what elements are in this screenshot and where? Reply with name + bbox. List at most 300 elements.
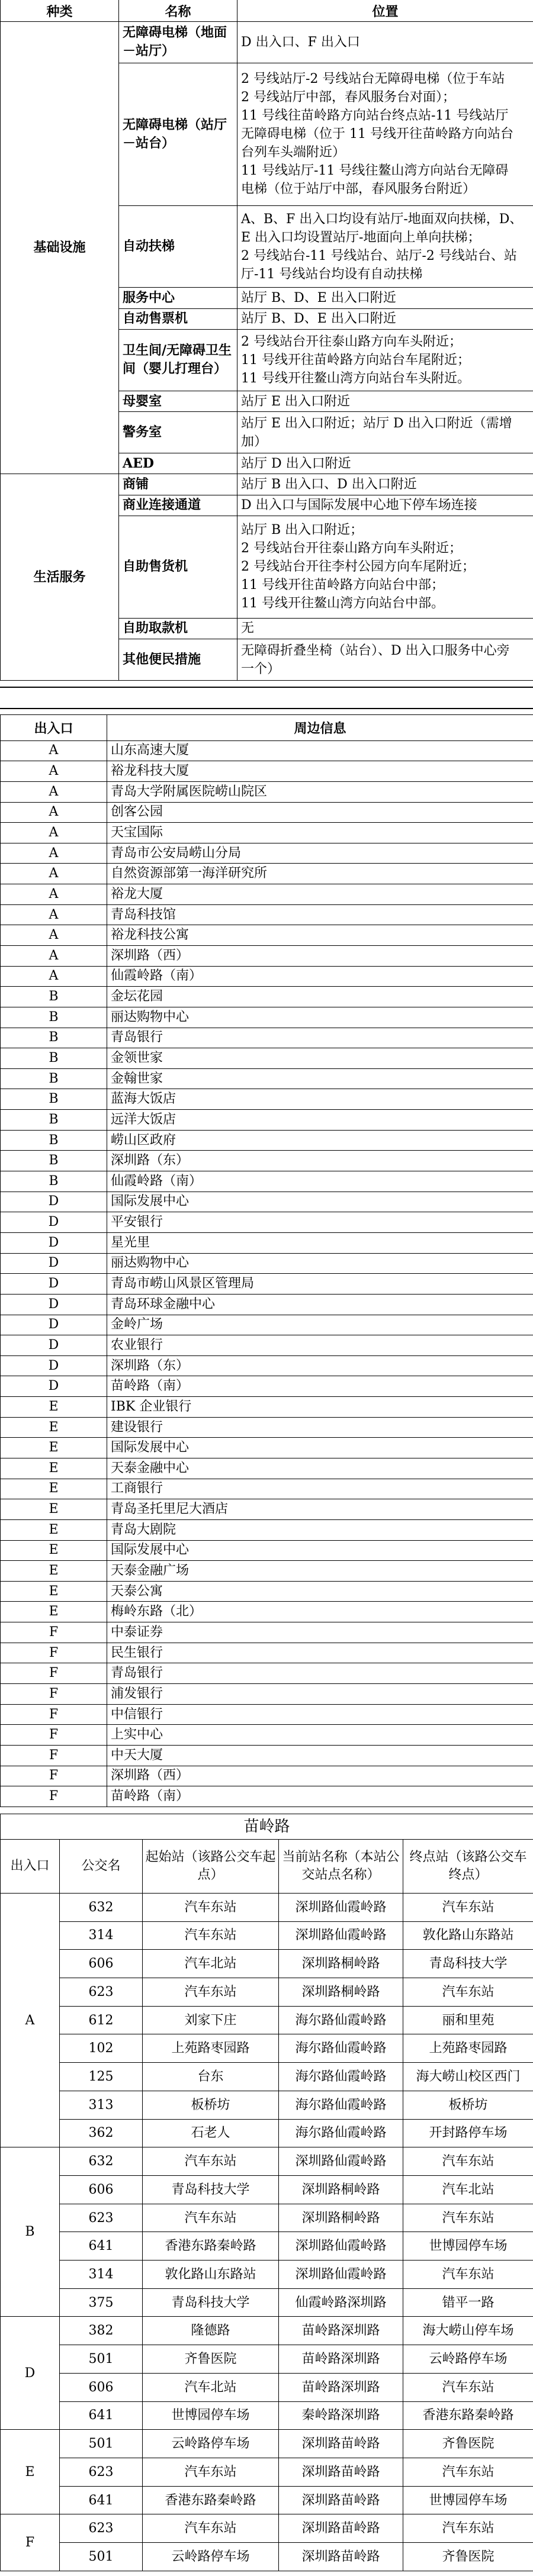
bus-row bbox=[1, 2288, 533, 2317]
facility-name: 自助售货机 bbox=[119, 516, 237, 619]
exit-letter: A bbox=[1, 740, 107, 761]
nearby-place: 丽达购物中心 bbox=[107, 1253, 533, 1274]
exit-letter: A bbox=[1, 781, 107, 802]
exit-letter: A bbox=[1, 904, 107, 925]
current-stop: 深圳路仙霞岭路 bbox=[279, 1893, 403, 1921]
location-line: D 出入口与国际发展中心地下停车场连接 bbox=[241, 498, 477, 513]
facility-name: 无障碍电梯（地面－站厅） bbox=[119, 22, 237, 63]
exit-row bbox=[1, 945, 533, 966]
column-header: 周边信息 bbox=[107, 715, 533, 741]
exit-letter: E bbox=[1, 1581, 107, 1602]
current-stop: 深圳路仙霞岭路 bbox=[279, 1921, 403, 1950]
nearby-place: 平安银行 bbox=[107, 1212, 533, 1233]
facilities-body bbox=[1, 0, 533, 681]
bus-number: 501 bbox=[60, 2345, 143, 2374]
exit-row bbox=[1, 1417, 533, 1438]
facility-location bbox=[237, 474, 533, 495]
exit-letter: E bbox=[1, 1458, 107, 1479]
bus-number: 362 bbox=[60, 2119, 143, 2147]
nearby-place: 仙霞岭路（南） bbox=[107, 1171, 533, 1192]
exit-letter: E bbox=[1, 1479, 107, 1499]
bus-number: 313 bbox=[60, 2091, 143, 2119]
location-line: 站厅 B 出入口、D 出入口附近 bbox=[241, 477, 417, 492]
exit-letter: F bbox=[1, 1684, 107, 1705]
section-divider bbox=[0, 687, 533, 688]
exit-row bbox=[1, 823, 533, 843]
bus-row bbox=[1, 2430, 533, 2458]
exit-letter: E bbox=[1, 1397, 107, 1418]
terminal-stop: 丽和里苑 bbox=[403, 2006, 533, 2034]
location-line: 2 号线站台开往泰山路方向车头附近； bbox=[241, 334, 462, 349]
bus-number: 612 bbox=[60, 2006, 143, 2034]
bus-row bbox=[1, 2175, 533, 2204]
column-header: 名称 bbox=[119, 0, 237, 22]
exit-row bbox=[1, 1376, 533, 1397]
terminal-stop: 汽车东站 bbox=[403, 2147, 533, 2176]
current-stop: 海尔路仙霞岭路 bbox=[279, 2063, 403, 2091]
facility-name: 自动售票机 bbox=[119, 308, 237, 329]
origin-stop: 青岛科技大学 bbox=[143, 2175, 279, 2204]
origin-stop: 香港东路秦岭路 bbox=[143, 2232, 279, 2261]
nearby-place: 建设银行 bbox=[107, 1417, 533, 1438]
exit-letter: F bbox=[1, 1745, 107, 1766]
terminal-stop: 齐鲁医院 bbox=[403, 2430, 533, 2458]
bus-number: 102 bbox=[60, 2034, 143, 2063]
nearby-place: 青岛银行 bbox=[107, 1028, 533, 1048]
exit-row bbox=[1, 781, 533, 802]
bus-row bbox=[1, 2119, 533, 2147]
bus-number: 623 bbox=[60, 2514, 143, 2543]
nearby-place: 裕龙大厦 bbox=[107, 884, 533, 905]
exit-row bbox=[1, 761, 533, 782]
origin-stop: 青岛科技大学 bbox=[143, 2288, 279, 2317]
bus-row bbox=[1, 2204, 533, 2232]
terminal-stop: 板桥坊 bbox=[403, 2091, 533, 2119]
exit-row bbox=[1, 1089, 533, 1110]
current-stop: 海尔路仙霞岭路 bbox=[279, 2034, 403, 2063]
location-line: 站厅 E 出入口附近；站厅 D 出入口附近（需增 bbox=[241, 416, 512, 431]
exit-letter: A bbox=[1, 925, 107, 946]
bus-number: 375 bbox=[60, 2288, 143, 2317]
current-stop: 深圳路苗岭路 bbox=[279, 2430, 403, 2458]
facility-location bbox=[237, 516, 533, 619]
location-line: 站厅 D 出入口附近 bbox=[241, 456, 351, 471]
exit-letter: A bbox=[1, 843, 107, 864]
bus-row bbox=[1, 2147, 533, 2176]
column-header: 公交名 bbox=[60, 1840, 143, 1894]
facility-name: AED bbox=[119, 453, 237, 474]
origin-stop: 汽车北站 bbox=[143, 2373, 279, 2401]
exit-row bbox=[1, 1110, 533, 1131]
origin-stop: 云岭路停车场 bbox=[143, 2543, 279, 2571]
exit-row bbox=[1, 1602, 533, 1622]
bus-number: 623 bbox=[60, 2204, 143, 2232]
exit-row bbox=[1, 1068, 533, 1089]
current-stop: 苗岭路深圳路 bbox=[279, 2345, 403, 2374]
current-stop: 秦岭路深圳路 bbox=[279, 2401, 403, 2430]
origin-stop: 汽车东站 bbox=[143, 2458, 279, 2487]
exit-letter: A bbox=[1, 864, 107, 884]
location-line: 11 号线站厅-11 号线往鳌山湾方向站台无障碍 bbox=[241, 163, 509, 179]
exit-letter: B bbox=[1, 1028, 107, 1048]
facility-name: 警务室 bbox=[119, 412, 237, 453]
terminal-stop: 世博园停车场 bbox=[403, 2486, 533, 2514]
current-stop: 深圳路桐岭路 bbox=[279, 2204, 403, 2232]
location-line: E 出入口均设置站厅-地面向上单向扶梯； bbox=[241, 230, 481, 245]
exit-letter: D bbox=[1, 1376, 107, 1397]
bus-row bbox=[1, 2401, 533, 2430]
location-line: 11 号线往苗岭路方向站台终点站-11 号线站厅 bbox=[241, 108, 509, 124]
exit-letter: D bbox=[1, 1253, 107, 1274]
location-line: 站厅 E 出入口附近 bbox=[241, 394, 351, 409]
exit-cell: B bbox=[1, 2147, 60, 2317]
nearby-place: 青岛市公安局崂山分局 bbox=[107, 843, 533, 864]
nearby-place: 自然资源部第一海洋研究所 bbox=[107, 864, 533, 884]
exit-letter: E bbox=[1, 1438, 107, 1458]
bus-number: 606 bbox=[60, 2373, 143, 2401]
bus-number: 501 bbox=[60, 2543, 143, 2571]
exit-letter: B bbox=[1, 1110, 107, 1131]
exit-letter: E bbox=[1, 1519, 107, 1540]
bus-row bbox=[1, 2345, 533, 2374]
nearby-place: 崂山区政府 bbox=[107, 1130, 533, 1151]
location-line: 11 号线开往苗岭路方向站台车尾附近； bbox=[241, 352, 470, 368]
bus-table bbox=[0, 1814, 533, 2571]
terminal-stop: 世博园停车场 bbox=[403, 2232, 533, 2261]
bus-number: 382 bbox=[60, 2317, 143, 2345]
exit-row bbox=[1, 1335, 533, 1356]
exit-row bbox=[1, 904, 533, 925]
location-line: 站厅 B、D、E 出入口附近 bbox=[241, 290, 396, 305]
nearby-place: 深圳路（西） bbox=[107, 1766, 533, 1786]
current-stop: 深圳路苗岭路 bbox=[279, 2486, 403, 2514]
nearby-place: 青岛银行 bbox=[107, 1663, 533, 1684]
exit-row bbox=[1, 1663, 533, 1684]
nearby-place: 民生银行 bbox=[107, 1643, 533, 1663]
station-caption: 苗岭路 bbox=[1, 1814, 533, 1840]
bus-row bbox=[1, 1921, 533, 1950]
exit-cell: A bbox=[1, 1893, 60, 2147]
exit-letter: E bbox=[1, 1602, 107, 1622]
terminal-stop: 敦化路山东路站 bbox=[403, 1921, 533, 1950]
bus-number: 623 bbox=[60, 2458, 143, 2487]
nearby-place: 中泰证券 bbox=[107, 1622, 533, 1643]
bus-number: 623 bbox=[60, 1978, 143, 2007]
column-header: 位置 bbox=[237, 0, 533, 22]
section-divider bbox=[0, 708, 533, 709]
exit-cell: F bbox=[1, 2514, 60, 2571]
origin-stop: 刘家下庄 bbox=[143, 2006, 279, 2034]
exit-row bbox=[1, 843, 533, 864]
facility-location bbox=[237, 22, 533, 63]
exit-row bbox=[1, 1171, 533, 1192]
exit-letter: A bbox=[1, 966, 107, 987]
exit-row bbox=[1, 1581, 533, 1602]
exit-row bbox=[1, 1355, 533, 1376]
origin-stop: 汽车东站 bbox=[143, 1978, 279, 2007]
facility-name: 其他便民措施 bbox=[119, 639, 237, 681]
location-line: 11 号线开往鳌山湾方向站台中部。 bbox=[241, 596, 444, 611]
nearby-place: 青岛环球金融中心 bbox=[107, 1294, 533, 1315]
exit-row bbox=[1, 925, 533, 946]
nearby-place: 梅岭东路（北） bbox=[107, 1602, 533, 1622]
terminal-stop: 海大崂山校区西门 bbox=[403, 2063, 533, 2091]
header-row bbox=[1, 1840, 533, 1894]
nearby-place: 天泰金融中心 bbox=[107, 1458, 533, 1479]
facility-name: 商铺 bbox=[119, 474, 237, 495]
origin-stop: 汽车东站 bbox=[143, 1921, 279, 1950]
exit-letter: B bbox=[1, 1068, 107, 1089]
location-line: 2 号线站台-11 号线站台、站厅-2 号线站台、站 bbox=[241, 248, 517, 263]
bus-row bbox=[1, 2232, 533, 2261]
nearby-place: 中天大厦 bbox=[107, 1745, 533, 1766]
exit-letter: F bbox=[1, 1766, 107, 1786]
terminal-stop: 汽车东站 bbox=[403, 2204, 533, 2232]
bus-row bbox=[1, 2261, 533, 2289]
exit-row bbox=[1, 1643, 533, 1663]
bus-number: 314 bbox=[60, 1921, 143, 1950]
exit-letter: B bbox=[1, 1151, 107, 1171]
origin-stop: 汽车东站 bbox=[143, 1893, 279, 1921]
exit-letter: B bbox=[1, 1130, 107, 1151]
exit-letter: E bbox=[1, 1499, 107, 1520]
terminal-stop: 汽车东站 bbox=[403, 2514, 533, 2543]
nearby-place: 国际发展中心 bbox=[107, 1540, 533, 1561]
location-line: 无障碍折叠坐椅（站台）、D 出入口服务中心旁 bbox=[241, 643, 510, 658]
current-stop: 深圳路桐岭路 bbox=[279, 1950, 403, 1978]
bus-row bbox=[1, 1893, 533, 1921]
location-line: 电梯（位于站厅中部，春风服务台附近） bbox=[241, 182, 476, 197]
facility-name: 卫生间/无障碍卫生间（婴儿打理台） bbox=[119, 329, 237, 391]
nearby-place: 金坛花园 bbox=[107, 987, 533, 1007]
exit-letter: A bbox=[1, 823, 107, 843]
exit-row bbox=[1, 1028, 533, 1048]
origin-stop: 汽车东站 bbox=[143, 2204, 279, 2232]
terminal-stop: 海大崂山停车场 bbox=[403, 2317, 533, 2345]
exit-row bbox=[1, 1232, 533, 1253]
exit-row bbox=[1, 1519, 533, 1540]
bus-number: 125 bbox=[60, 2063, 143, 2091]
exit-row bbox=[1, 740, 533, 761]
bus-number: 606 bbox=[60, 1950, 143, 1978]
exit-row bbox=[1, 1561, 533, 1582]
terminal-stop: 齐鲁医院 bbox=[403, 2543, 533, 2571]
facility-location bbox=[237, 495, 533, 516]
bus-number: 501 bbox=[60, 2430, 143, 2458]
nearby-place: 苗岭路（南） bbox=[107, 1786, 533, 1807]
exit-letter: D bbox=[1, 1232, 107, 1253]
bus-row bbox=[1, 2486, 533, 2514]
facility-name: 服务中心 bbox=[119, 288, 237, 308]
exit-letter: B bbox=[1, 1171, 107, 1192]
terminal-stop: 汽车东站 bbox=[403, 1893, 533, 1921]
exit-letter: E bbox=[1, 1417, 107, 1438]
exit-row bbox=[1, 1540, 533, 1561]
exit-row bbox=[1, 1294, 533, 1315]
terminal-stop: 青岛科技大学 bbox=[403, 1950, 533, 1978]
exit-row bbox=[1, 864, 533, 884]
facility-row bbox=[1, 22, 533, 63]
exit-cell: E bbox=[1, 2430, 60, 2514]
bus-row bbox=[1, 2514, 533, 2543]
bus-row bbox=[1, 2373, 533, 2401]
current-stop: 仙霞岭路深圳路 bbox=[279, 2288, 403, 2317]
origin-stop: 世博园停车场 bbox=[143, 2401, 279, 2430]
bus-body bbox=[1, 1814, 533, 2571]
terminal-stop: 云岭路停车场 bbox=[403, 2345, 533, 2374]
nearby-place: 裕龙科技大厦 bbox=[107, 761, 533, 782]
nearby-place: 金翰世家 bbox=[107, 1068, 533, 1089]
location-line: 2 号线站厅-2 号线站台无障碍电梯（位于车站 bbox=[241, 72, 505, 87]
bus-number: 606 bbox=[60, 2175, 143, 2204]
facility-location bbox=[237, 329, 533, 391]
terminal-stop: 开封路停车场 bbox=[403, 2119, 533, 2147]
exit-letter: D bbox=[1, 1335, 107, 1356]
exit-letter: D bbox=[1, 1355, 107, 1376]
origin-stop: 石老人 bbox=[143, 2119, 279, 2147]
origin-stop: 敦化路山东路站 bbox=[143, 2261, 279, 2289]
exit-letter: F bbox=[1, 1663, 107, 1684]
exit-row bbox=[1, 1704, 533, 1725]
exit-row bbox=[1, 1274, 533, 1295]
bus-number: 632 bbox=[60, 1893, 143, 1921]
exit-row bbox=[1, 1479, 533, 1499]
column-header: 终点站（该路公交车终点） bbox=[403, 1840, 533, 1894]
bus-row bbox=[1, 2543, 533, 2571]
bus-row bbox=[1, 2006, 533, 2034]
category-cell: 基础设施 bbox=[1, 22, 119, 474]
exit-row bbox=[1, 1315, 533, 1335]
location-line: 加） bbox=[241, 434, 268, 449]
nearby-place: 工商银行 bbox=[107, 1479, 533, 1499]
current-stop: 深圳路桐岭路 bbox=[279, 1978, 403, 2007]
exit-row bbox=[1, 1048, 533, 1069]
facility-location bbox=[237, 288, 533, 308]
nearby-place: 苗岭路（南） bbox=[107, 1376, 533, 1397]
terminal-stop: 错平一路 bbox=[403, 2288, 533, 2317]
header-row bbox=[1, 0, 533, 22]
nearby-place: 青岛大剧院 bbox=[107, 1519, 533, 1540]
facility-name: 商业连接通道 bbox=[119, 495, 237, 516]
current-stop: 深圳路苗岭路 bbox=[279, 2514, 403, 2543]
exit-row bbox=[1, 987, 533, 1007]
origin-stop: 汽车东站 bbox=[143, 2147, 279, 2176]
nearby-place: 星光里 bbox=[107, 1232, 533, 1253]
bus-number: 641 bbox=[60, 2401, 143, 2430]
nearby-place: 青岛圣托里尼大酒店 bbox=[107, 1499, 533, 1520]
exit-letter: D bbox=[1, 1212, 107, 1233]
terminal-stop: 汽车东站 bbox=[403, 2458, 533, 2487]
exit-row bbox=[1, 1212, 533, 1233]
bus-number: 641 bbox=[60, 2486, 143, 2514]
exit-letter: E bbox=[1, 1561, 107, 1582]
facility-location bbox=[237, 453, 533, 474]
exit-letter: B bbox=[1, 1048, 107, 1069]
location-line: 无 bbox=[241, 621, 255, 636]
nearby-place: 丽达购物中心 bbox=[107, 1007, 533, 1028]
exit-row bbox=[1, 1253, 533, 1274]
origin-stop: 汽车北站 bbox=[143, 1950, 279, 1978]
category-cell: 生活服务 bbox=[1, 474, 119, 681]
location-line: 2 号线站厅中部，春风服务台对面）； bbox=[241, 90, 455, 105]
current-stop: 深圳路仙霞岭路 bbox=[279, 2147, 403, 2176]
origin-stop: 上苑路枣园路 bbox=[143, 2034, 279, 2063]
column-header: 当前站名称（本站公交站点名称） bbox=[279, 1840, 403, 1894]
origin-stop: 云岭路停车场 bbox=[143, 2430, 279, 2458]
exit-letter: A bbox=[1, 802, 107, 823]
exit-letter: A bbox=[1, 761, 107, 782]
exit-letter: D bbox=[1, 1294, 107, 1315]
facility-location bbox=[237, 618, 533, 639]
nearby-place: 浦发银行 bbox=[107, 1684, 533, 1705]
facility-location bbox=[237, 205, 533, 287]
column-header: 出入口 bbox=[1, 1840, 60, 1894]
nearby-place: 创客公园 bbox=[107, 802, 533, 823]
exit-row bbox=[1, 1622, 533, 1643]
origin-stop: 台东 bbox=[143, 2063, 279, 2091]
exit-letter: B bbox=[1, 1007, 107, 1028]
nearby-place: 天泰公寓 bbox=[107, 1581, 533, 1602]
origin-stop: 板桥坊 bbox=[143, 2091, 279, 2119]
exit-cell: D bbox=[1, 2317, 60, 2430]
nearby-place: 深圳路（西） bbox=[107, 945, 533, 966]
origin-stop: 香港东路秦岭路 bbox=[143, 2486, 279, 2514]
current-stop: 海尔路仙霞岭路 bbox=[279, 2091, 403, 2119]
exit-letter: D bbox=[1, 1274, 107, 1295]
nearby-place: 蓝海大饭店 bbox=[107, 1089, 533, 1110]
current-stop: 深圳路仙霞岭路 bbox=[279, 2232, 403, 2261]
exit-letter: F bbox=[1, 1643, 107, 1663]
nearby-place: 国际发展中心 bbox=[107, 1438, 533, 1458]
nearby-place: 天泰金融广场 bbox=[107, 1561, 533, 1582]
nearby-place: 深圳路（东） bbox=[107, 1355, 533, 1376]
location-line: 2 号线站台开往泰山路方向车头附近； bbox=[241, 541, 462, 556]
header-row bbox=[1, 715, 533, 741]
exit-row bbox=[1, 1397, 533, 1418]
location-line: 11 号线开往鳌山湾方向站台车头附近。 bbox=[241, 371, 470, 386]
facilities-table bbox=[0, 0, 533, 681]
origin-stop: 汽车东站 bbox=[143, 2514, 279, 2543]
bus-row bbox=[1, 2034, 533, 2063]
location-line: 台列车头端附近） bbox=[241, 145, 346, 160]
nearby-place: 青岛科技馆 bbox=[107, 904, 533, 925]
current-stop: 苗岭路深圳路 bbox=[279, 2317, 403, 2345]
nearby-place: 青岛市崂山风景区管理局 bbox=[107, 1274, 533, 1295]
facility-location bbox=[237, 308, 533, 329]
bus-row bbox=[1, 2063, 533, 2091]
location-line: D 出入口、F 出入口 bbox=[241, 34, 360, 50]
origin-stop: 齐鲁医院 bbox=[143, 2345, 279, 2374]
nearby-place: 仙霞岭路（南） bbox=[107, 966, 533, 987]
facility-name: 自助取款机 bbox=[119, 618, 237, 639]
location-line: 2 号线站台开往李村公园方向车尾附近； bbox=[241, 559, 475, 575]
exit-row bbox=[1, 1151, 533, 1171]
location-line: 站厅 B 出入口附近； bbox=[241, 523, 364, 538]
exit-letter: B bbox=[1, 1089, 107, 1110]
current-stop: 深圳路苗岭路 bbox=[279, 2458, 403, 2487]
origin-stop: 隆德路 bbox=[143, 2317, 279, 2345]
nearby-place: 金岭广场 bbox=[107, 1315, 533, 1335]
terminal-stop: 汽车东站 bbox=[403, 2261, 533, 2289]
nearby-place: 国际发展中心 bbox=[107, 1192, 533, 1212]
exit-row bbox=[1, 1786, 533, 1807]
facility-location bbox=[237, 639, 533, 681]
exit-row bbox=[1, 1192, 533, 1212]
exits-body bbox=[1, 715, 533, 1807]
nearby-place: 深圳路（东） bbox=[107, 1151, 533, 1171]
exit-row bbox=[1, 1458, 533, 1479]
nearby-place: 远洋大饭店 bbox=[107, 1110, 533, 1131]
